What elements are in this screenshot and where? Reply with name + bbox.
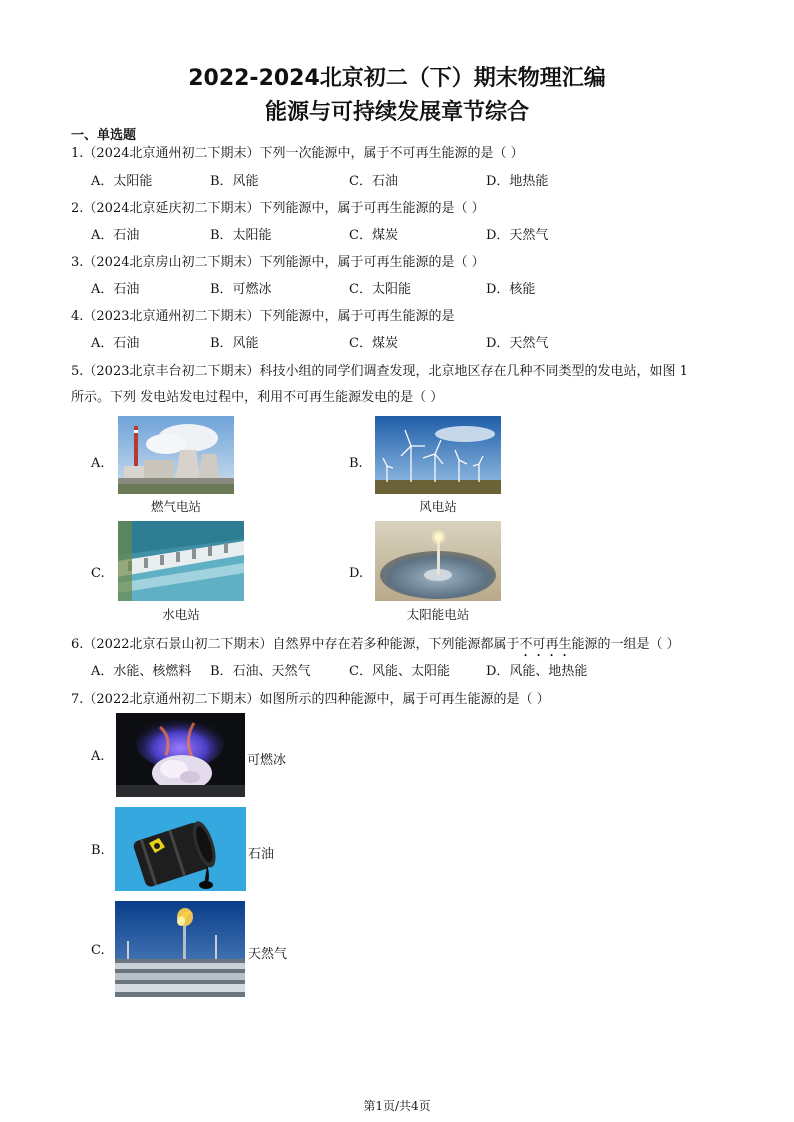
natural-gas-image — [115, 901, 245, 997]
option-b: B．风能 — [210, 336, 259, 351]
q7-option-a-label: A. — [91, 749, 105, 764]
question-6 — [71, 633, 680, 660]
option-a: A．太阳能 — [91, 174, 153, 189]
option-c: C．煤炭 — [349, 228, 398, 243]
section-heading: 一、单选题 — [71, 128, 137, 143]
q7-option-b-label: B. — [91, 843, 105, 858]
question-4: 4.（2023北京通州初二下期末）下列能源中，属于可再生能源的是 — [71, 309, 455, 324]
question-3: 3.（2024北京房山初二下期末）下列能源中，属于可再生能源的是（ ） — [71, 255, 485, 270]
q7-caption-b: 石油 — [248, 847, 275, 862]
option-a: A．水能、核燃料 — [91, 664, 192, 679]
option-c: C．煤炭 — [349, 336, 398, 351]
q7-option-c-label: C. — [91, 943, 105, 958]
option-b: B．可燃冰 — [210, 282, 272, 297]
option-b: B．风能 — [210, 174, 259, 189]
solar-power-station-image — [375, 521, 501, 601]
option-c: C．石油 — [349, 174, 398, 189]
question-1: 1.（2024北京通州初二下期末）下列一次能源中，属于不可再生能源的是（ ） — [71, 146, 524, 161]
question-2: 2.（2024北京延庆初二下期末）下列能源中，属于可再生能源的是（ ） — [71, 201, 485, 216]
option-d: D．地热能 — [486, 174, 549, 189]
option-d: D．风能、地热能 — [486, 664, 588, 679]
question-6-text-post: 能源的一组是（ ） — [571, 637, 680, 652]
q5-option-c-label: C. — [91, 566, 105, 581]
question-6-text-pre: 6.（2022北京石景山初二下期末）自然界中存在若多种能源，下列能源都属于 — [71, 637, 520, 652]
hydro-power-station-image — [118, 521, 244, 601]
option-d: D．天然气 — [486, 336, 549, 351]
option-c: C．太阳能 — [349, 282, 411, 297]
gas-power-station-image — [118, 416, 234, 494]
option-b: B．石油、天然气 — [210, 664, 311, 679]
option-d: D．核能 — [486, 282, 536, 297]
q5-caption-b: 风电站 — [419, 499, 457, 514]
option-a: A．石油 — [91, 228, 140, 243]
q5-option-d-label: D. — [349, 566, 364, 581]
question-6-emphasis: 不可再生 — [519, 637, 572, 652]
question-7: 7.（2022北京通州初二下期末）如图所示的四种能源中，属于可再生能源的是（ ） — [71, 692, 550, 707]
q5-caption-c: 水电站 — [162, 607, 200, 622]
option-c: C．风能、太阳能 — [349, 664, 450, 679]
q7-caption-c: 天然气 — [248, 947, 288, 962]
option-d: D．天然气 — [486, 228, 549, 243]
option-a: A．石油 — [91, 282, 140, 297]
question-5-line-2: 所示。下列 发电站发电过程中，利用不可再生能源发电的是（ ） — [71, 390, 444, 405]
combustible-ice-image — [116, 713, 245, 797]
option-a: A．石油 — [91, 336, 140, 351]
q5-option-a-label: A. — [91, 456, 105, 471]
title-line-2: 能源与可持续发展章节综合 — [264, 100, 529, 125]
oil-barrel-image — [115, 807, 246, 891]
option-b: B．太阳能 — [210, 228, 272, 243]
q7-caption-a: 可燃冰 — [247, 753, 287, 768]
page-footer: 第1页/共4页 — [363, 1099, 431, 1113]
wind-power-station-image — [375, 416, 501, 494]
question-5-line-1: 5.（2023北京丰台初二下期末）科技小组的同学们调查发现，北京地区存在几种不同类型的发电站，如图 1 — [71, 364, 688, 379]
q5-caption-a: 燃气电站 — [150, 499, 201, 514]
title-line-1: 2022-2024北京初二（下）期末物理汇编 — [188, 66, 606, 91]
q5-caption-d: 太阳能电站 — [406, 607, 470, 622]
q5-option-b-label: B. — [349, 456, 363, 471]
